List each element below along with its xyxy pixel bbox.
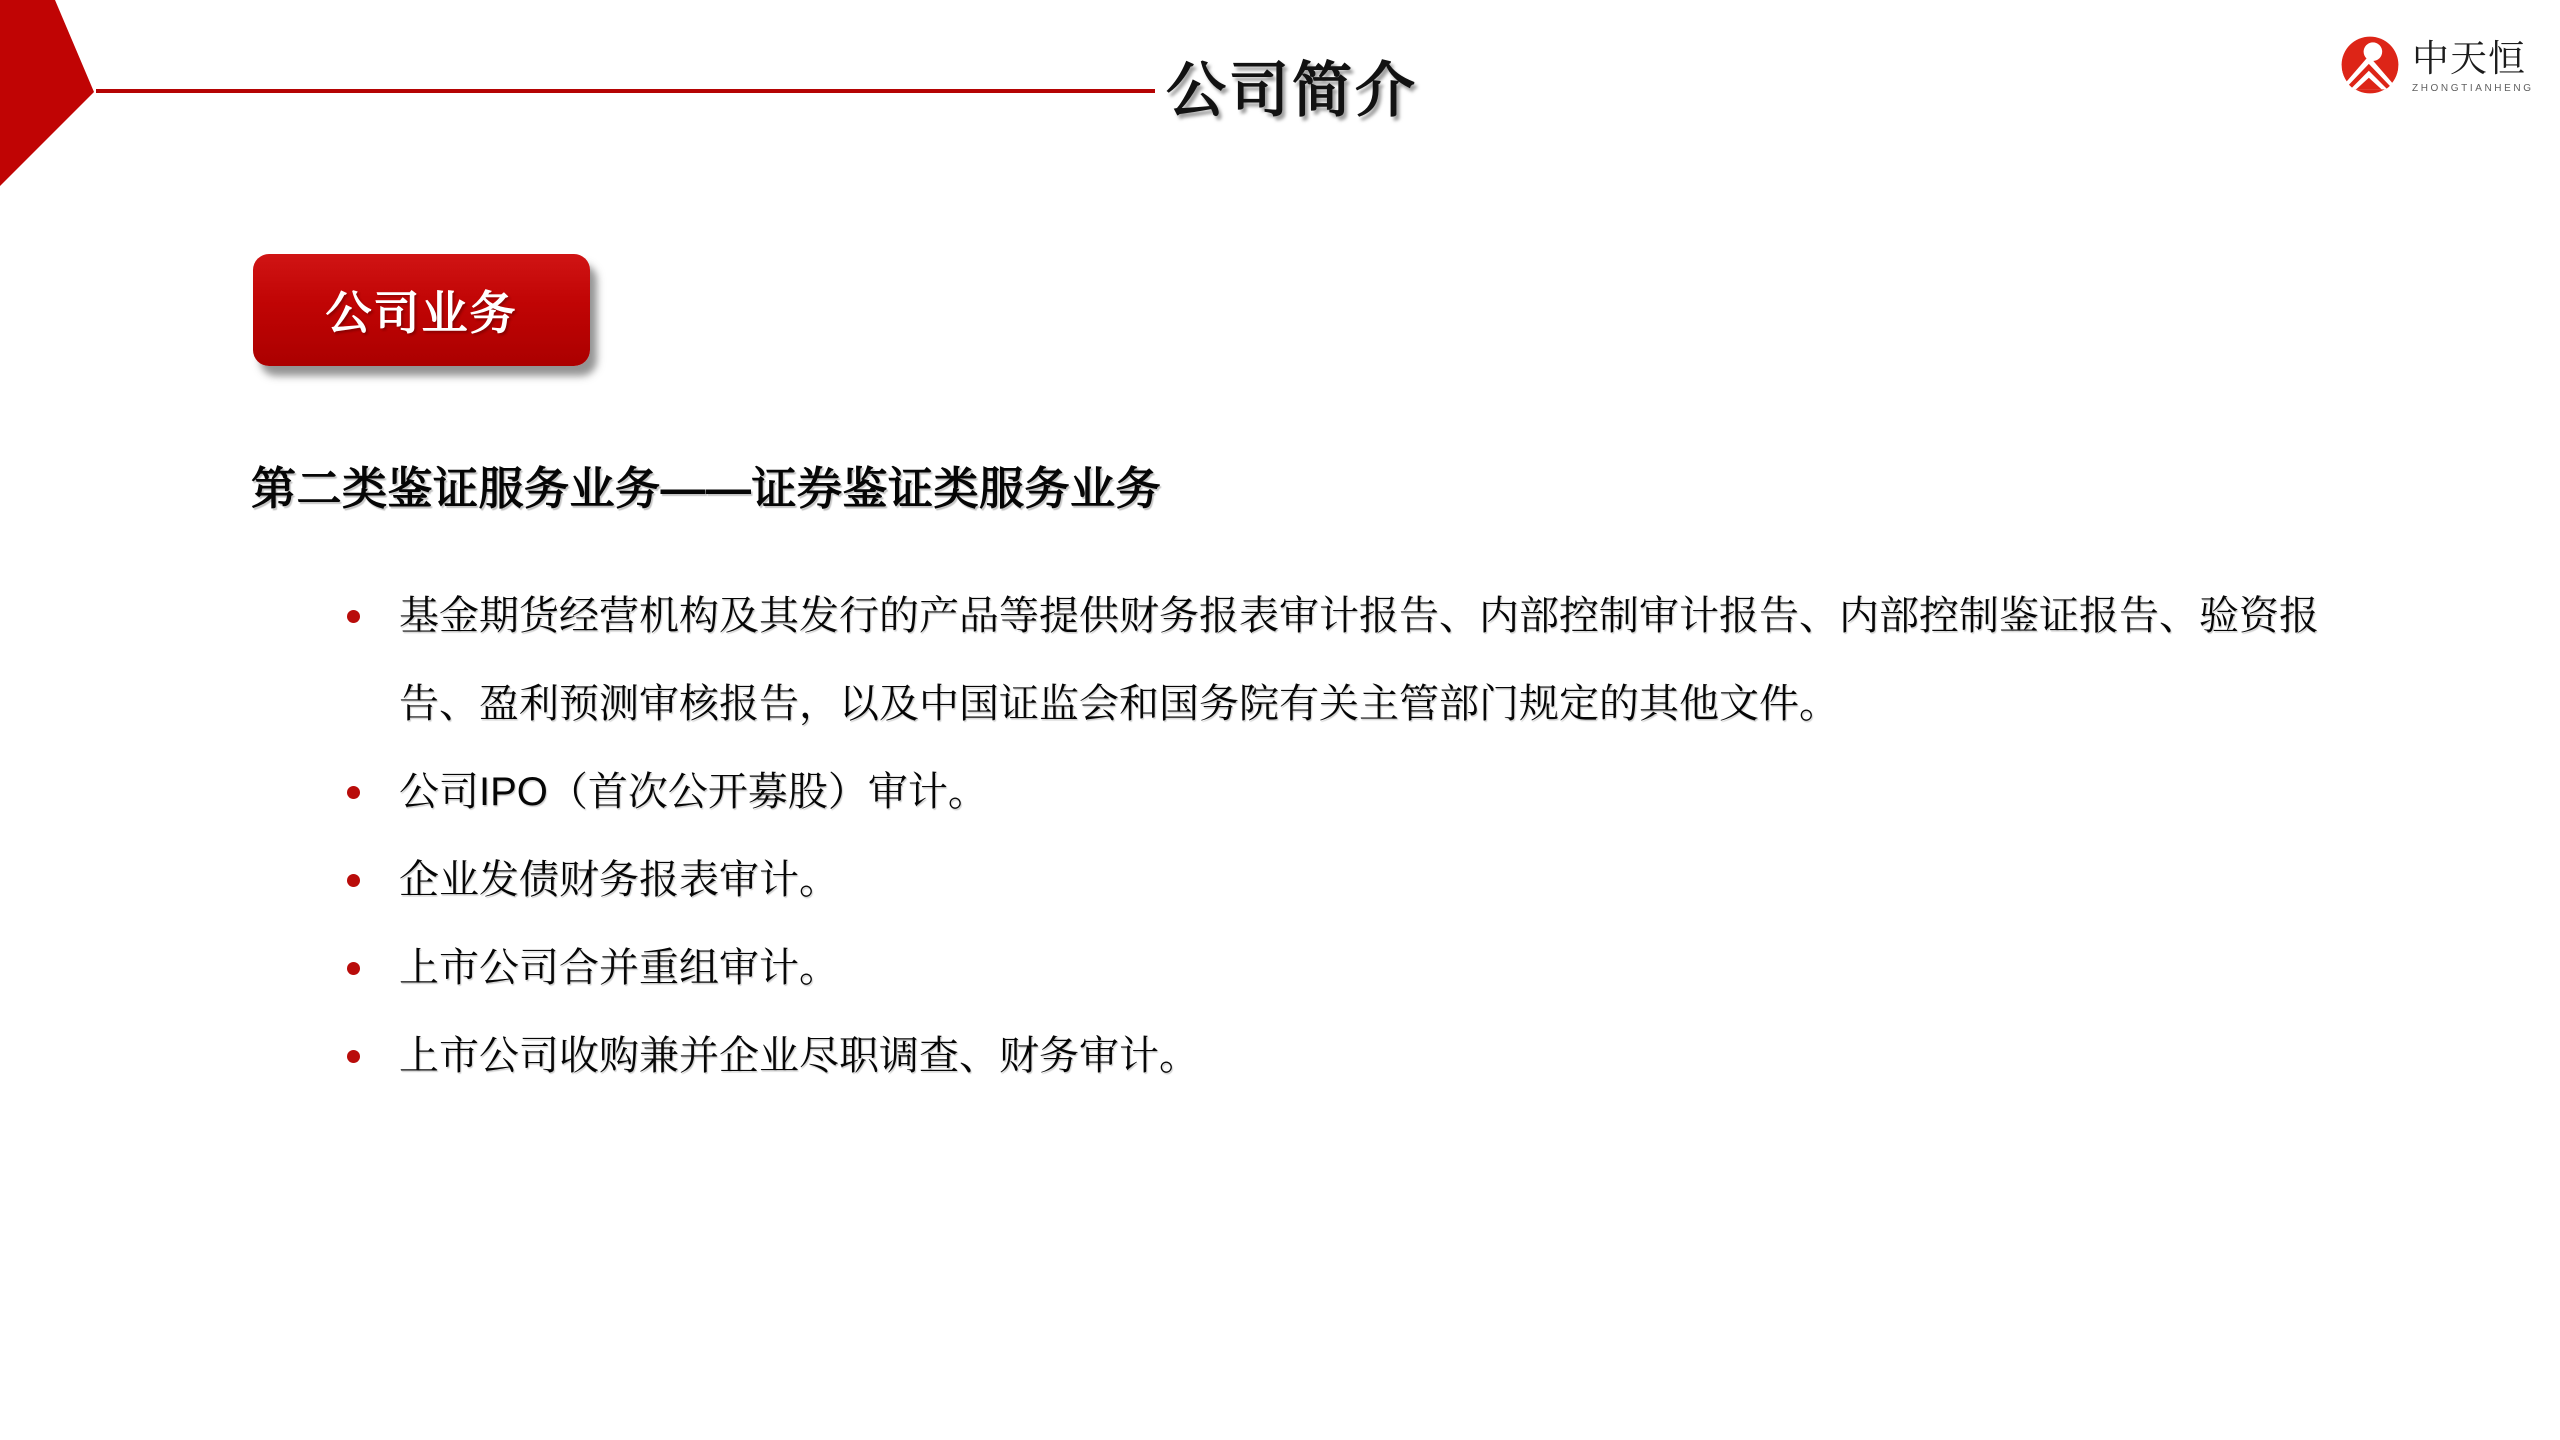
list-item	[345, 924, 2340, 1012]
section-heading: 第二类鉴证服务业务——证券鉴证类服务业务	[251, 463, 1162, 514]
logo-name-cn: 中天恒	[2412, 39, 2526, 80]
list-item-text: 企业发债财务报表审计。	[399, 858, 839, 902]
bullet-dot-icon	[347, 874, 360, 887]
bullet-dot-icon	[347, 962, 360, 975]
list-item	[345, 836, 2340, 924]
bullet-dot-icon	[347, 610, 360, 623]
list-item-text: 公司IPO（首次公开募股）审计。	[399, 770, 988, 814]
page-title: 公司简介	[1166, 58, 1418, 124]
logo-text-block	[2412, 36, 2534, 94]
logo-mountain-sun-icon	[2341, 36, 2399, 94]
list-item	[345, 1012, 2340, 1100]
list-item	[345, 572, 2340, 748]
list-item-text: 上市公司合并重组审计。	[399, 946, 839, 990]
bullet-dot-icon	[347, 786, 360, 799]
list-item-text: 基金期货经营机构及其发行的产品等提供财务报表审计报告、内部控制审计报告、内部控制鉴证报告、验资报告、盈利预测审核报告，以及中国证监会和国务院有关主管部门规定的其他文件。	[399, 594, 2319, 726]
bullet-dot-icon	[347, 1050, 360, 1063]
company-logo	[2341, 36, 2534, 94]
section-badge-button[interactable]: 公司业务	[253, 254, 590, 366]
title-rule-line	[96, 89, 1155, 93]
list-item	[345, 748, 2340, 836]
bullet-list	[345, 572, 2340, 1100]
logo-name-en: ZHONGTIANHENG	[2412, 83, 2534, 94]
list-item-text: 上市公司收购兼并企业尽职调查、财务审计。	[399, 1034, 1199, 1078]
corner-accent-arrow	[0, 0, 100, 190]
